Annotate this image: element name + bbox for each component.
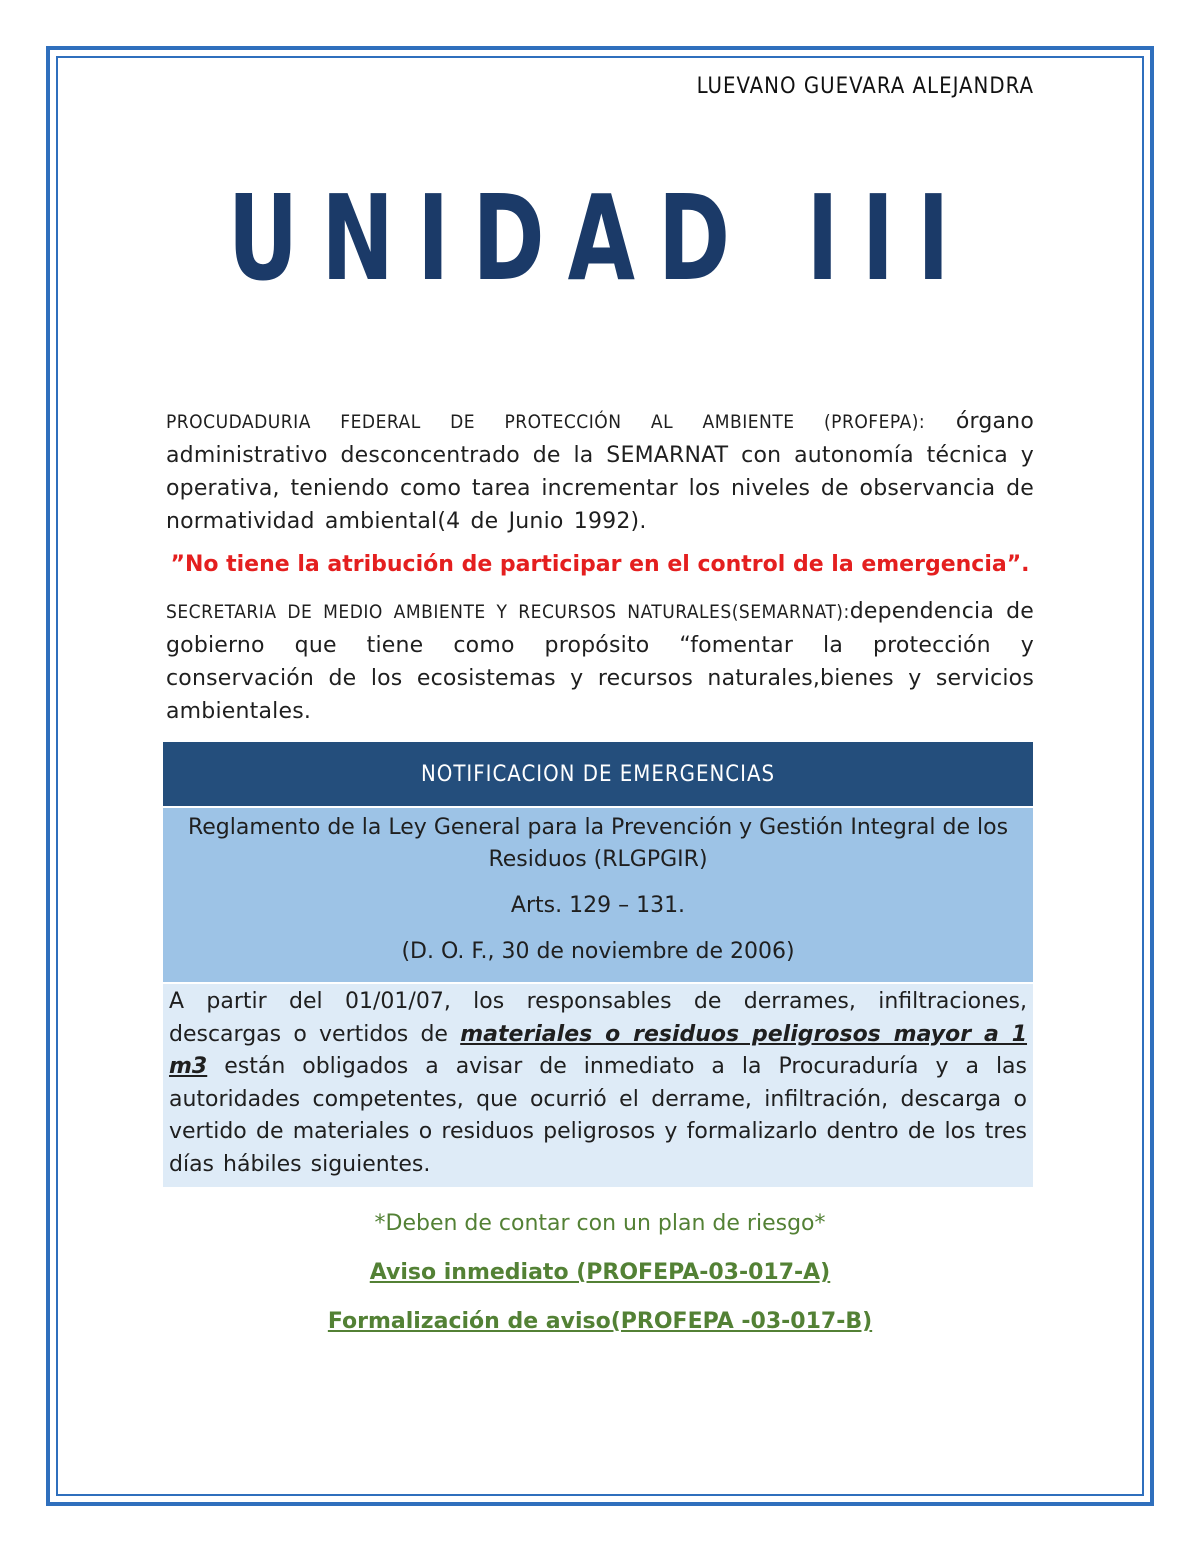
regulation-articles: Arts. 129 – 131. — [510, 893, 686, 918]
author-name: LUEVANO GUEVARA ALEJANDRA — [696, 74, 1034, 99]
table-obligation-row — [163, 982, 1033, 1187]
semarnat-paragraph — [166, 595, 1034, 728]
profepa-paragraph — [166, 405, 1034, 538]
obligation-emphasis: materiales o residuos peligrosos mayor a 1 m3 — [169, 1021, 1028, 1079]
obligation-text-end: están obligados a avisar de inmediato a la Procuraduría y a las autoridades competentes, que ocurrió el derrame, infiltración, descarga o vertido de materiales o residuos peligrosos y formalizarlo dentro de los tres días hábiles siguientes. — [169, 1054, 1027, 1177]
formal-notice-link[interactable]: Formalización de aviso(PROFEPA -03-017-B) — [327, 1309, 873, 1334]
emergency-notification-table — [163, 742, 1033, 1187]
semarnat-definition: dependencia de gobierno que tiene como propósito “fomentar la protección y conservación de los ecosistemas y recursos naturales,bienes y servicios ambientales. — [166, 599, 1034, 724]
semarnat-term: SECRETARIA DE MEDIO AMBIENTE Y RECURSOS NATURALES(SEMARNAT): — [166, 601, 850, 623]
table-regulation-row — [163, 806, 1033, 982]
obligation-text-start: A partir del 01/01/07, los responsables de derrames, infiltraciones, descargas o vertidos de — [169, 989, 1027, 1047]
document-body — [166, 405, 1034, 1338]
regulation-name: Reglamento de la Ley General para la Prevención y Gestión Integral de los Residuos (RLGPGIR) — [187, 815, 1009, 872]
profepa-definition: órgano administrativo desconcentrado de la SEMARNAT con autonomía técnica y operativa, teniendo como tarea incrementar los niveles de observancia de normatividad ambiental(4 de Junio 1992). — [166, 409, 1034, 534]
emergency-quote: ”No tiene la atribución de participar en el control de la emergencia”. — [170, 552, 1030, 577]
page-title: UNIDAD III — [227, 169, 973, 307]
profepa-term: PROCUDADURIA FEDERAL DE PROTECCIÓN AL AMBIENTE (PROFEPA): — [166, 411, 926, 433]
regulation-dof: (D. O. F., 30 de noviembre de 2006) — [401, 939, 795, 964]
immediate-notice-link[interactable]: Aviso inmediato (PROFEPA-03-017-A) — [369, 1260, 831, 1285]
table-header: NOTIFICACION DE EMERGENCIAS — [163, 742, 1033, 806]
risk-plan-note: *Deben de contar con un plan de riesgo* — [374, 1211, 826, 1236]
